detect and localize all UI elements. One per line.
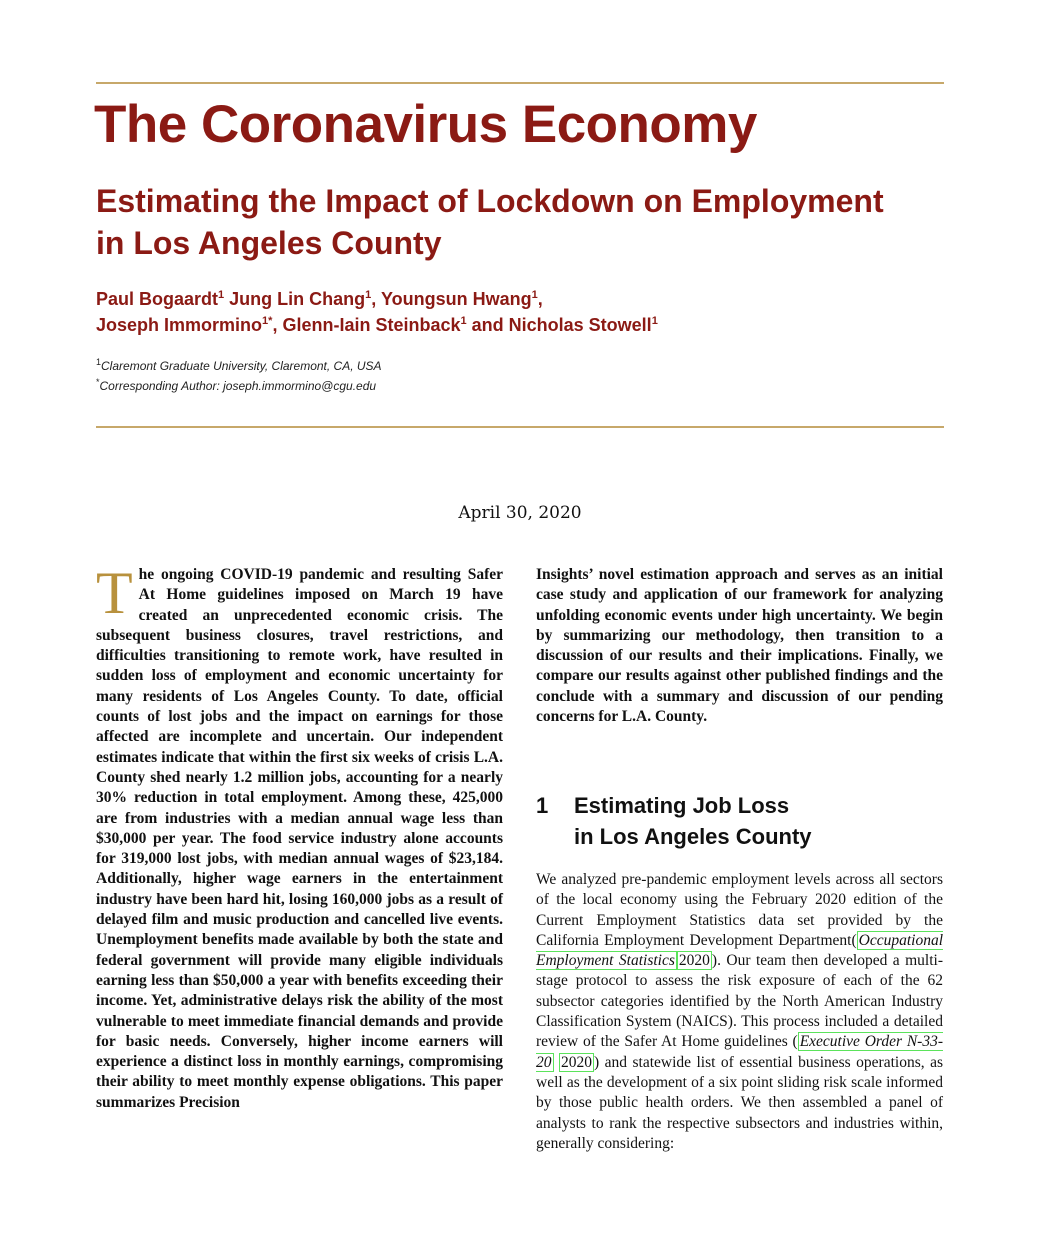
section-number: 1 [536,793,549,818]
body-text: ). Our team then developed a multi-stage protocol to assess the risk exposure of each of the 62 subsector categories identified by the North American Industry Classification System (NAICS). This process included a detailed review of the Safer At Home guidelines ( [536,952,943,1051]
author-affil-mark: 1 [531,289,538,301]
abstract-right-column [536,565,943,727]
affiliation-mark: * [96,377,100,387]
author-separator: and [466,315,509,335]
citation-link-executive-order-year[interactable]: 2020 [560,1053,592,1071]
author-list [96,286,916,338]
affiliation-line [96,356,796,376]
section-title-line: Estimating Job Loss [574,793,790,818]
section-body [536,870,943,1154]
body-text: We analyzed pre-pandemic employment levels across all sectors of the local economy using the February 2020 edition of the Current Employment Statistics data set provided by the California Employment Development Department( [536,871,943,949]
author-separator: , [371,289,381,309]
section-title-line: in Los Angeles County [574,824,812,849]
header-rule-top [96,82,944,84]
header-rule-bottom [96,426,944,428]
affiliations [96,356,796,396]
citation-title: Occupational Employment Statistics [536,931,943,970]
author-name: Glenn-Iain Steinback [282,315,461,335]
affiliation-mark: 1 [96,357,102,367]
affiliation-line [96,376,796,396]
affiliation-text: Claremont Graduate University, Claremont, CA, USA [101,359,382,373]
abstract-text-left: he ongoing COVID-19 pandemic and resulting Safer At Home guidelines imposed on March 19 have created an unprecedented economic crisis. The subsequent business closures, travel restrictions, and difficulties transitioning to remote work, have resulted in sudden loss of employment and economic uncertainty for many residents of Los Angeles County. To date, official counts of lost jobs and the impact on earnings for those affected are incomplete and uncertain. Our independent estimates indicate that within the first six weeks of crisis L.A. County shed nearly 1.2 million jobs, accounting for a nearly 30% reduction in total employment. Among these, 425,000 are from industries with a median annual wage less than $30,000 per year. The food service industry alone accounts for 319,000 lost jobs, with median annual wages of $23,184. Additionally, higher wage earners in the entertainment industry have been hard hit, losing 160,000 jobs as a result of delayed film and music production and cancelled live events. Unemployment benefits made available by both the state and federal government will provide many eligible individuals earning less than $50,000 a year with benefits exceeding their income. Yet, administrative delays risk the ability of the most vulnerable to meet immediate financial demands and provide for basic needs. Conversely, higher income earners will experience a distinct loss in monthly earnings, compromising their ability to meet monthly expense obligations. This paper summarizes Precision [96,566,503,1111]
author-separator: , [272,315,283,335]
author-name: Joseph Immormino [96,315,263,335]
author-name: Youngsun Hwang [380,289,532,309]
paper-title: The Coronavirus Economy [94,95,757,154]
paper-subtitle: Estimating the Impact of Lockdown on Employment in Los Angeles County [96,183,884,261]
author-affil-mark: 1 [218,289,225,301]
abstract-text-right: Insights’ novel estimation approach and serves as an initial case study and application of our framework for analyzing unfolding economic events under high uncertainty. We begin by summarizing our methodology, then transition to a discussion of our results and their implications. Finally, we compare our results against other published findings and the conclude with a summary and discussion of our pending concerns for L.A. County. [536,566,943,726]
author-name: Jung Lin Chang [229,289,366,309]
citation-link-oes-year[interactable]: 2020 [678,952,710,970]
section-heading [536,790,943,852]
abstract-dropcap: T [96,560,133,626]
publication-date: April 30, 2020 [458,503,582,523]
author-affil-mark: 1* [262,315,273,327]
corresponding-author: Corresponding Author: joseph.immormino@cgu.edu [99,379,377,393]
author-affil-mark: 1 [651,315,658,327]
abstract-left-column [96,560,503,1113]
author-name: Paul Bogaardt [96,289,219,309]
author-affil-mark: 1 [460,315,467,327]
author-separator: , [537,289,543,309]
body-text: ) and statewide list of essential business operations, as well as the development of a six point sliding risk scale informed by those public health orders. We then assembled a panel of analysts to rank the respective subsectors and industries within, generally considering: [536,1053,943,1152]
citation-title: Executive Order N-33-20 [536,1033,943,1071]
section-title [574,790,812,852]
author-name: Nicholas Stowell [508,315,652,335]
author-affil-mark: 1 [365,289,372,301]
